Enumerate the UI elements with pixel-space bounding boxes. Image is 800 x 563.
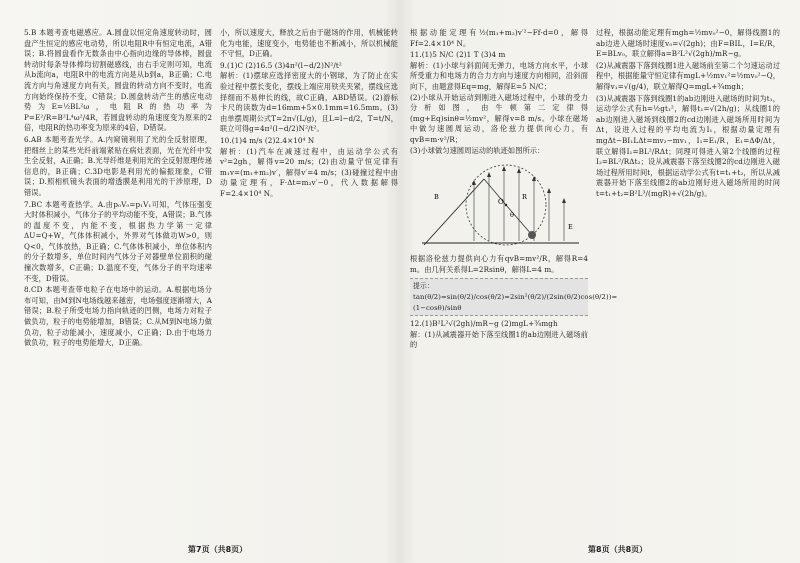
label-theta: θ (510, 211, 515, 220)
answer-10-head: 10.(1)4 m/s (2)2.4×10⁴ N (220, 135, 315, 145)
answer-5: 5.B 本题考查电磁感应。A.圆盘以恒定角速度转动时，圆盘产生恒定的感应电动势，所以电阻R中有恒定电流，A错误；B.将圆盘看作无数条由中心指向边缘的导体棒，圆盘转动时每条导体棒均切割磁感线，由右手定则可知，电流从b流向a，电阻R中的电流方向是从b到a，B正确；C.电流方向与角速度方向有关，圆盘的转动方向不变时，电流方向始终保持不变，C错误；D.圆盘转动产生的感应电动势为E=½BL²ω，电阻R的热功率为P=E²/R=B²L⁴ω²/4R，若圆盘转动的角速度变为原来的2倍，电阻R的热功率变为原来的4倍，D错误。 (24, 28, 212, 133)
answer-11-part2: (2)小球从开始运动到刚进入磁场过程中，小球的受力分析如图，由牛顿第二定律得(mg+Eq)sinθ=½mv²，解得v=8 m/s。小球在磁场中做匀速圆周运动，洛伦兹力提供向心力，有qvB=m·v²/R； (410, 92, 588, 144)
label-o: O (498, 198, 504, 207)
answer-10-body: 解析：(1)汽车在减速过程中，由运动学公式有v²=2gh，解得v=20 m/s；(2)由动量守恒定律有m₁v=(m₁+m₂)v′，解得v′=4 m/s；(3)碰撞过程中由动量定理有，F·Δt=m₂v′−0，代入数据解得F=2.4×10⁴ N。 (220, 146, 398, 198)
answer-9-body: 解析：(1)摆球应选择密度大的小钢球，为了防止在实验过程中摆长变化，摆线上端应用铁夹夹紧，摆线应选择细而不易伸长的线，故C正确，ABD错误。(2)游标卡尺的读数为d=16mm+5×0.1mm=16.5mm。(3)由单摆周期公式T=2π√(L/g)，且L=l−d/2，T=t/N，联立可得g=4π²(l−d/2)N²/t²。 (220, 71, 398, 134)
label-r: R (522, 193, 527, 202)
answer-11-part3: (3)小球做匀速圆周运动的轨迹如图所示： (410, 145, 545, 155)
hint-box: 提示：tan(θ/2)=sin(θ/2)/cos(θ/2)=2sin²(θ/2)/(2sin(θ/2)cos(θ/2))=(1−cosθ)/sinθ (410, 278, 588, 316)
label-b: B (434, 193, 439, 202)
answer-6: 6.AB 本题考查光学。A.内窥镜利用了光的全反射原理，把细丝上的某些光纤前端紧贴在病灶表面，光在光纤中发生全反射，A正确；B.光导纤维是利用光的全反射原理传递信息的，B正确；C.3D电影是利用光的偏振现象，C错误；D.照相机镜头表面的增透膜是利用光的干涉原理，D错误。 (24, 134, 212, 197)
column-1 (24, 28, 212, 533)
answer-12-part2: (2)从减震器下落到线圈1进入磁场前至第二个匀速运动过程中，根据能量守恒定律有mgL+½mv₁²=½mv₀²−Q，解得v₁=√(g/4)，联立解得Q=mgL+¾mgh； (596, 60, 780, 91)
answer-9-head: 9.(1)C (2)16.5 (3)4π²(l−d/2)N²/t² (220, 60, 342, 70)
label-e: E (568, 223, 573, 232)
answer-11-part1: 解析：(1)小球与斜面间无弹力，电场方向水平，小球所受重力和电场力的合力方向与速度方向相同，沿斜面向下，由题意得Eq=mg，解得E=5 N/C； (410, 60, 588, 91)
answer-8: 8.CD 本题考查带电粒子在电场中的运动。A.根据电场分布可知，由M到N电场线越来越密，电场强度逐渐增大，A错误；B.粒子所受电场力指向轨迹的凹侧，电场力对粒子做负功，粒子的电势能增加，B错误；C.从M到N电场力做负功，粒子动能减小，速度减小，C正确；D.由于电场力做负功，粒子的电势能增大，D正确。 (24, 285, 212, 348)
answer-12-part3: (3)从减震器下落到线圈1的ab边刚进入磁场的时间为t₁，运动学公式有h=½gt₁²，解得t₁=√(2h/g)；从线圈1的ab边刚进入磁场到线圈2的cd边刚进入磁场所用时间为Δt，设进入过程的平均电流为I₁，根据动量定理有mgΔt−BI₁LΔt=mv₂−mv₁，I₁=E₁/R，E₁=ΔΦ/Δt，联立解得I₁=BL²/RΔt；同理可得进入第2个线圈的过程I₂=BL²/RΔt₂；设从减震器下落至线圈2的cd边刚进入磁场过程所用时间t，根据运动学公式有t=t₁+t₂，所以从减震器开始下落至线圈2的ab边刚好进入磁场所用的时间t=t₁+t₂=B²L³/(mgR)+√(2h/g)。 (596, 93, 780, 198)
answer-7: 7.BC 本题考查热学。A.由p₀V₀=p₁V₁可知，气体压强变大时体积减小，气体分子的平均动能不变，A错误；B.气体的温度不变，内能不变，根据热力学第一定律ΔU=Q+W，气体体积减小，外界对气体做功W>0，则Q<0，气体放热，B正确；C.气体体积减小，单位体积内的分子数增多，单位时间内气体分子对器壁单位面积的碰撞次数增多，C正确；D.温度不变，气体分子的平均速率不变，D错误。 (24, 199, 212, 283)
column-2 (220, 28, 398, 533)
page-number-right: 第8页（共8页） (588, 545, 648, 554)
answer-8-cont: 小，所以速度大，释放之后由于磁场的作用，机械能转化为电能，速度变小，电势能也不断减小，所以机械能不守恒，D正确。 (220, 28, 398, 59)
answer-12-start: 解：(1)从减震器开始下落至线圈1的ab边刚进入磁场前的 (410, 329, 588, 350)
column-4 (596, 28, 780, 533)
answer-11-part4: 根据洛伦兹力提供向心力有qvB=mv²/R，解得R=4 m。由几何关系得L=2Rsinθ，解得L=4 m。 (410, 254, 588, 274)
column-3 (410, 28, 618, 533)
answer-12-head: 12.(1)B²L²√(2gh)/mR−g (2)mgL+¾mgh (410, 319, 558, 329)
answer-10-cont: 根据动能定理有½(m₁+m₂)v′²−Ff·d=0，解得Ff=2.4×10⁴ N。 (410, 28, 588, 48)
page-number-left: 第7页（共8页） (188, 545, 248, 554)
answer-12-part1: 过程，根据动能定理有mgh=½mv₀²−0，解得线圈1的ab边进入磁场时速度v₀=√(2gh)；由F=BIL，I=E/R，E=BLv₀，联立解得a=B²L²√(2gh)/mR−g。 (596, 28, 780, 59)
trajectory-diagram (414, 159, 584, 251)
answer-11-head: 11.(1)5 N/C (2)1 T (3)4 m (410, 50, 506, 60)
